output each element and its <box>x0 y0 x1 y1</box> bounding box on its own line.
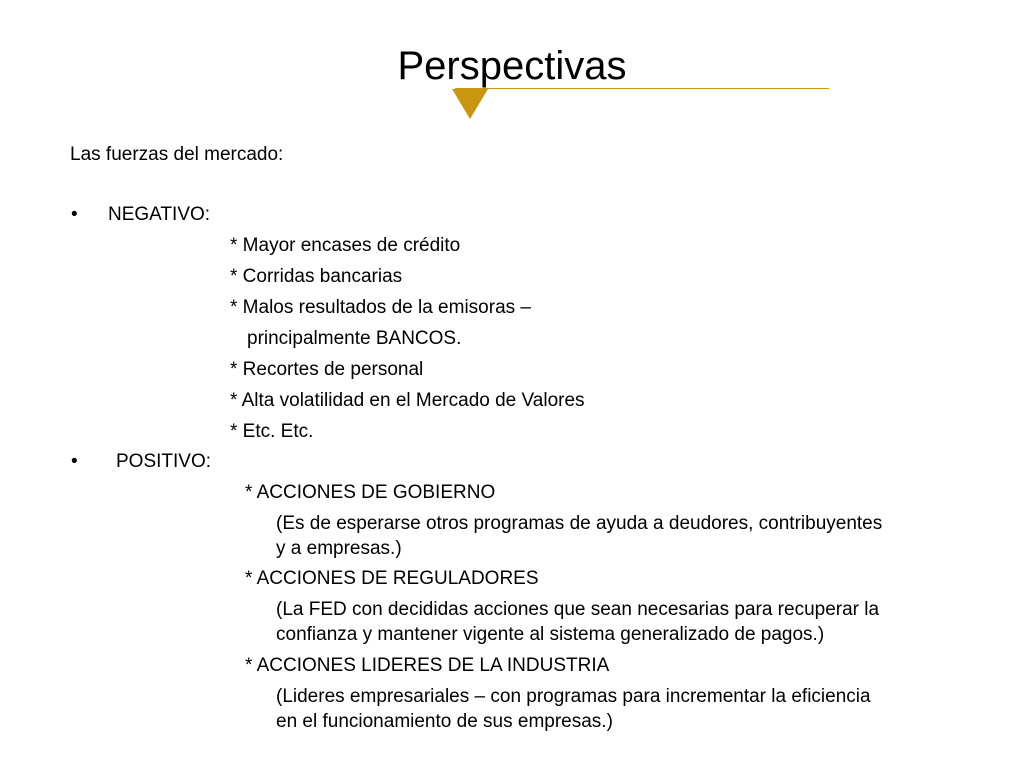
intro-text: Las fuerzas del mercado: <box>70 144 284 165</box>
positive-heading: POSITIVO: <box>116 451 212 472</box>
positive-group-label: * ACCIONES DE REGULADORES <box>245 568 539 589</box>
negative-item: * Mayor encases de crédito <box>230 235 461 256</box>
bullet-icon: • <box>71 451 78 472</box>
negative-item: * Recortes de personal <box>230 359 424 380</box>
negative-item: * Malos resultados de la emisoras – <box>230 297 531 318</box>
slide-title: Perspectivas <box>397 44 627 88</box>
positive-group-detail: (Lideres empresariales – con programas para incrementar la eficiencia <box>276 686 871 707</box>
negative-item: principalmente BANCOS. <box>247 328 462 349</box>
title-triangle-marker <box>452 89 488 119</box>
negative-item: * Corridas bancarias <box>230 266 403 287</box>
positive-group-detail: confianza y mantener vigente al sistema generalizado de pagos.) <box>276 624 825 645</box>
positive-group-detail: (La FED con decididas acciones que sean necesarias para recuperar la <box>276 599 880 620</box>
negative-item: * Etc. Etc. <box>230 421 314 442</box>
title-underline <box>455 88 829 89</box>
positive-group-detail: en el funcionamiento de sus empresas.) <box>276 711 613 732</box>
positive-group-detail: y a empresas.) <box>276 538 402 559</box>
negative-heading: NEGATIVO: <box>108 204 211 225</box>
positive-group-label: * ACCIONES LIDERES DE LA INDUSTRIA <box>245 655 610 676</box>
negative-item: * Alta volatilidad en el Mercado de Valores <box>230 390 585 411</box>
positive-group-label: * ACCIONES DE GOBIERNO <box>245 482 496 503</box>
positive-group-detail: (Es de esperarse otros programas de ayuda a deudores, contribuyentes <box>276 513 883 534</box>
bullet-icon: • <box>71 204 78 225</box>
